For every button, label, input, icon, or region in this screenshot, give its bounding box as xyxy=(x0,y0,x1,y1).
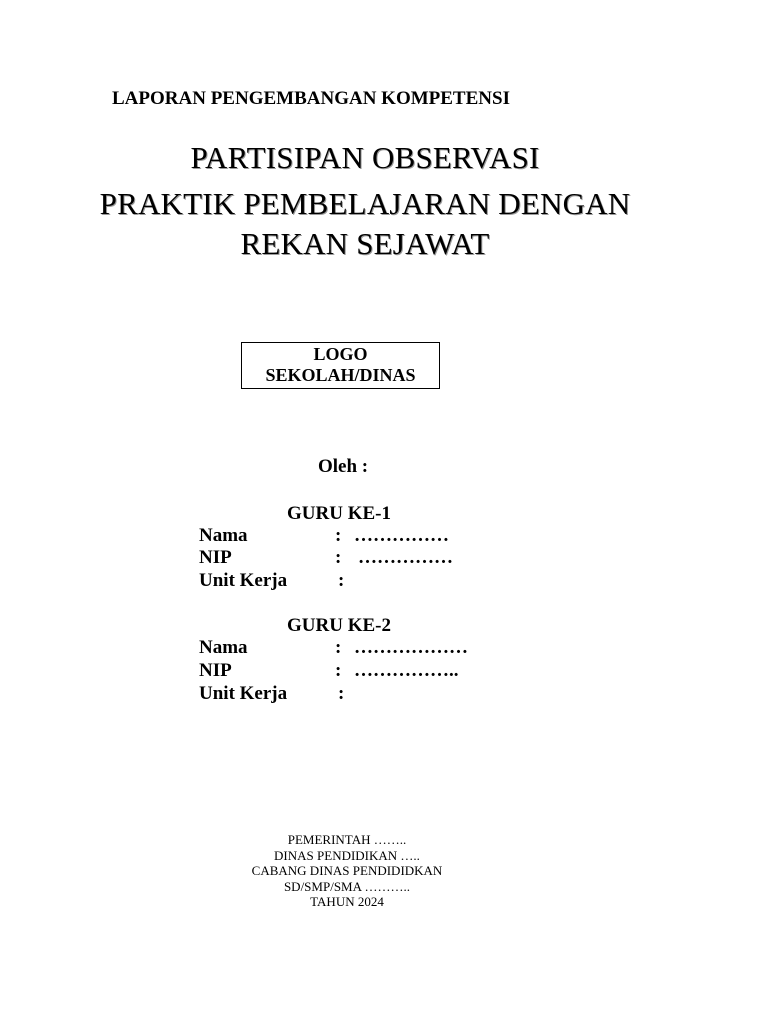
teacher-1-unit-label: Unit Kerja xyxy=(199,570,288,591)
teacher-2-name-label: Nama xyxy=(199,637,248,658)
footer-line-branch-office: CABANG DINAS PENDIDIDKAN xyxy=(251,863,443,878)
teacher-2-nip-value: …………….. xyxy=(354,660,459,681)
teacher-2-name-separator: : xyxy=(335,637,342,658)
teacher-1-name-separator: : xyxy=(335,525,342,546)
document-title-line-3: REKAN SEJAWAT xyxy=(240,226,490,261)
teacher-2-name-value: ……………… xyxy=(354,637,468,658)
logo-placeholder-line-1: LOGO xyxy=(313,344,368,364)
document-title-line-1: PARTISIPAN OBSERVASI xyxy=(190,140,540,175)
issuing-authority-footer xyxy=(0,832,694,910)
footer-line-school-level: SD/SMP/SMA ……….. xyxy=(283,878,411,894)
teacher-1-nip-label: NIP xyxy=(199,547,232,568)
footer-line-government: PEMERINTAH …….. xyxy=(287,832,407,847)
footer-line-education-office: DINAS PENDIDIKAN ….. xyxy=(274,847,420,863)
teacher-2-nip-separator: : xyxy=(335,660,342,681)
author-by-label: Oleh : xyxy=(318,456,369,477)
teacher-2-heading: GURU KE-2 xyxy=(287,615,391,636)
teacher-1-nip-separator: : xyxy=(335,547,342,568)
logo-placeholder-box xyxy=(241,342,440,389)
logo-placeholder-line-2: SEKOLAH/DINAS xyxy=(265,365,416,385)
document-title-line-2: PRAKTIK PEMBELAJARAN DENGAN xyxy=(99,186,631,221)
teacher-1-name-value: …………… xyxy=(354,525,449,546)
teacher-2-unit-label: Unit Kerja xyxy=(199,683,288,704)
teacher-2-unit-separator: : xyxy=(338,683,345,704)
teacher-1-heading: GURU KE-1 xyxy=(287,503,391,524)
report-type-heading: LAPORAN PENGEMBANGAN KOMPETENSI xyxy=(112,88,510,109)
teacher-2-nip-label: NIP xyxy=(199,660,232,681)
teacher-1-unit-separator: : xyxy=(338,570,345,591)
footer-line-year: TAHUN 2024 xyxy=(310,894,384,909)
teacher-1-nip-value: …………… xyxy=(358,547,453,568)
teacher-1-name-label: Nama xyxy=(199,525,248,546)
